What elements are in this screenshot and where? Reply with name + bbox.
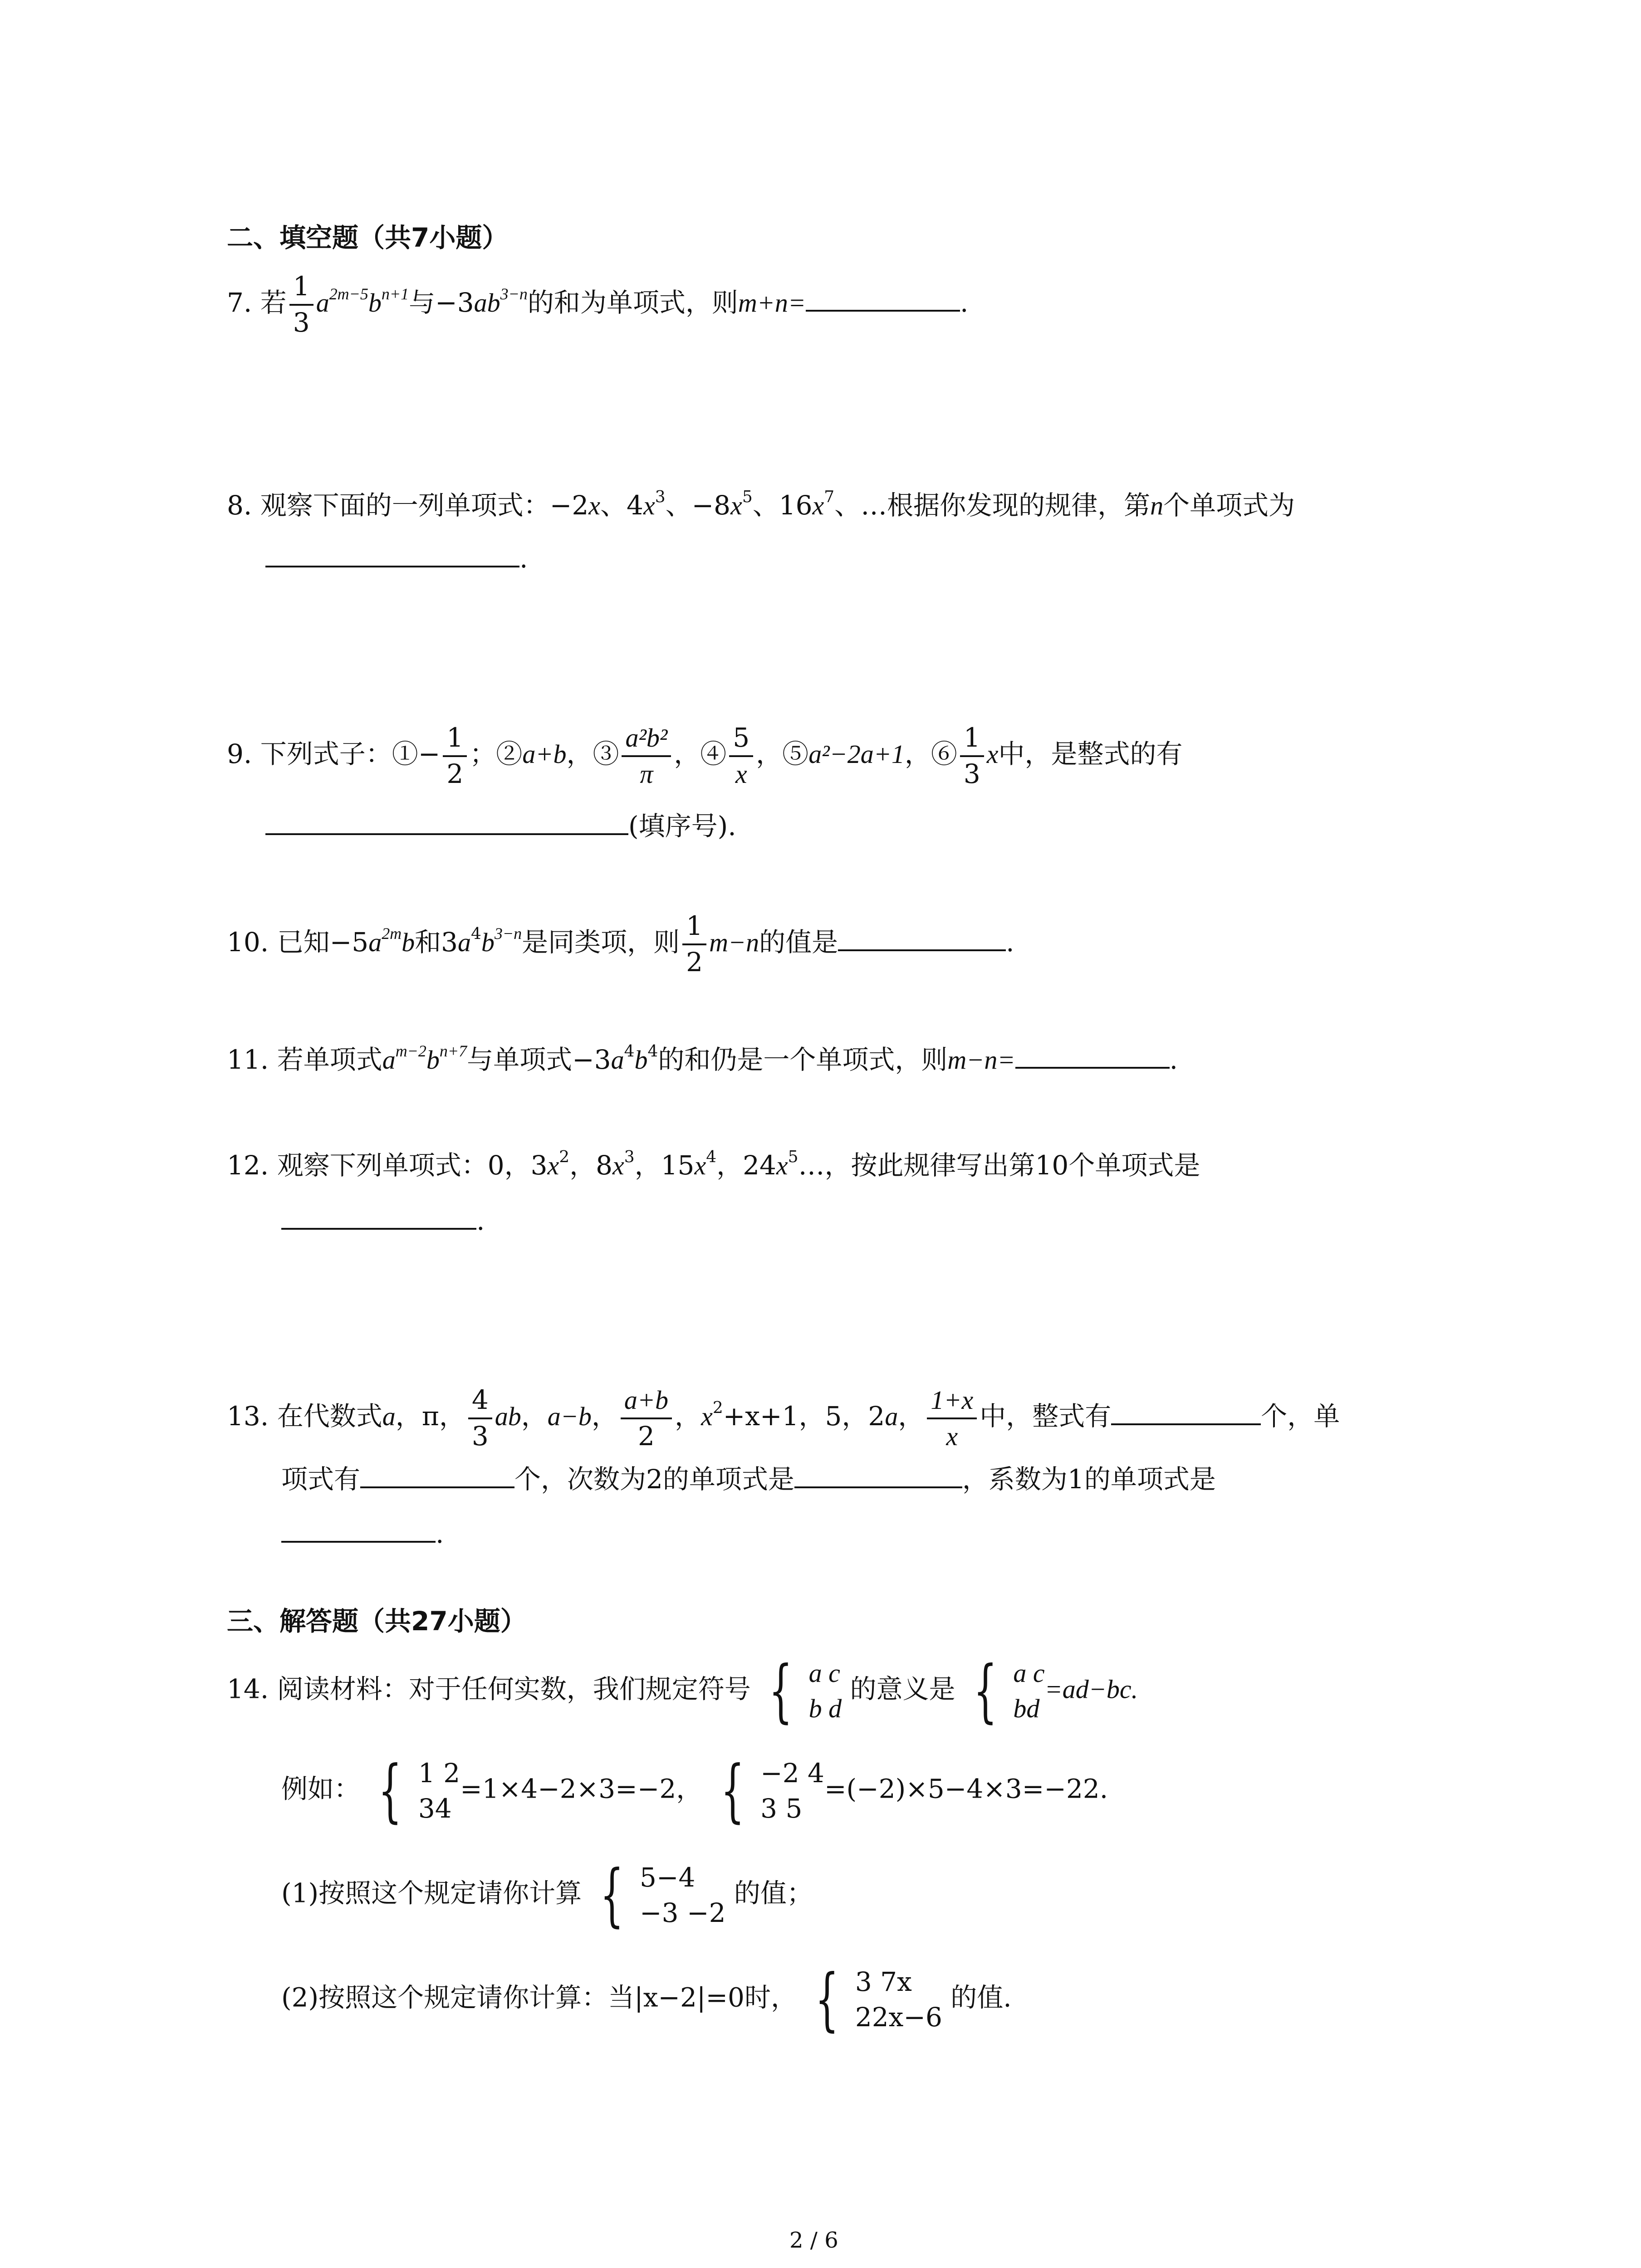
question-text: (2)按照这个规定请你计算：当|x−2|=0时， bbox=[281, 1982, 797, 2013]
question-text: 观察下面的一列单项式：−2 bbox=[260, 490, 589, 521]
math-exponent: 7 bbox=[824, 488, 835, 507]
question-text: ， bbox=[898, 1400, 925, 1432]
math-var: a bbox=[458, 927, 471, 957]
question-text: 观察下列单项式：0，3 bbox=[277, 1150, 548, 1181]
matrix-row: bd bbox=[1013, 1694, 1040, 1724]
punctuation: . bbox=[1169, 1044, 1178, 1075]
math-var: b bbox=[368, 288, 382, 318]
question-text: ， bbox=[675, 1400, 701, 1432]
left-brace-icon: { bbox=[815, 1960, 839, 2039]
question-text: 个，次数为2的单项式是 bbox=[514, 1464, 794, 1495]
math-var: x bbox=[643, 491, 655, 520]
question-9-answer-line bbox=[265, 810, 736, 839]
math-exponent: 2 bbox=[559, 1148, 570, 1167]
question-number: 10. bbox=[227, 926, 269, 958]
question-text: 与−3 bbox=[409, 287, 474, 318]
question-text: 在代数式 bbox=[277, 1400, 382, 1432]
punctuation: . bbox=[436, 1518, 444, 1549]
math-var: a bbox=[382, 1045, 396, 1075]
question-text: 个，单 bbox=[1261, 1400, 1340, 1432]
question-text: 中，整式有 bbox=[980, 1400, 1112, 1432]
question-text: ，24 bbox=[716, 1150, 776, 1181]
matrix-row: 22x−6 bbox=[855, 2002, 942, 2033]
fraction-denominator: 3 bbox=[963, 758, 980, 789]
math-expr: ab bbox=[495, 1401, 521, 1431]
math-exponent: m−2 bbox=[395, 1042, 426, 1061]
math-exponent: 3 bbox=[624, 1148, 635, 1167]
question-text: (填序号). bbox=[628, 811, 736, 841]
question-text: 个单项式为 bbox=[1163, 490, 1295, 521]
math-exponent: 2m bbox=[382, 924, 402, 943]
answer-blank[interactable] bbox=[838, 926, 1006, 951]
matrix-row: 34 bbox=[418, 1793, 452, 1824]
brace-matrix bbox=[759, 1652, 842, 1731]
math-var: n bbox=[1150, 491, 1164, 520]
math-exponent: 4 bbox=[624, 1042, 635, 1061]
math-expr: m+n= bbox=[738, 288, 806, 318]
question-text: 下列式子：①− bbox=[260, 738, 441, 769]
question-13-line-2 bbox=[281, 1463, 1216, 1495]
question-12-answer-line bbox=[281, 1204, 485, 1234]
question-number: 11. bbox=[227, 1044, 269, 1075]
left-brace-icon: { bbox=[720, 1751, 745, 1831]
fraction-numerator: 1 bbox=[289, 272, 314, 306]
fraction bbox=[443, 723, 467, 789]
math-expr: m−n bbox=[709, 927, 759, 957]
fraction-denominator: x bbox=[735, 759, 747, 789]
math-var: x bbox=[701, 1401, 713, 1431]
question-text: …，按此规律写出第10个单项式是 bbox=[798, 1150, 1200, 1181]
math-var: ab bbox=[474, 288, 500, 318]
fraction bbox=[621, 1386, 672, 1451]
fraction bbox=[289, 272, 314, 337]
math-var: a bbox=[368, 927, 382, 957]
answer-blank[interactable] bbox=[265, 542, 519, 567]
question-number: 7. bbox=[227, 287, 252, 318]
question-text: 中，是整式的有 bbox=[998, 738, 1183, 769]
question-7 bbox=[227, 272, 968, 337]
math-exponent: 2 bbox=[712, 1398, 723, 1417]
fraction-denominator: 2 bbox=[686, 946, 703, 978]
question-number: 9. bbox=[227, 738, 252, 769]
question-text: 的和仍是一个单项式，则 bbox=[658, 1044, 948, 1075]
matrix-row: a c bbox=[1013, 1658, 1045, 1688]
fraction bbox=[729, 723, 753, 789]
fraction-denominator: 2 bbox=[638, 1420, 655, 1452]
question-text: ， bbox=[521, 1400, 548, 1432]
question-text: ；② bbox=[470, 738, 523, 769]
math-exponent: n+7 bbox=[439, 1042, 467, 1061]
question-text: 与单项式−3 bbox=[467, 1044, 611, 1075]
math-expr: a−b bbox=[547, 1401, 592, 1431]
page-number: 2 / 6 bbox=[789, 2228, 838, 2253]
math-exponent: 4 bbox=[471, 924, 481, 943]
fraction-denominator: 3 bbox=[293, 307, 310, 338]
fraction-numerator: 5 bbox=[729, 723, 753, 757]
question-text: 若单项式 bbox=[277, 1044, 382, 1075]
question-text: ，8 bbox=[569, 1150, 613, 1181]
math-var: x bbox=[986, 739, 999, 769]
question-text: 已知−5 bbox=[277, 926, 369, 958]
answer-blank[interactable] bbox=[1111, 1400, 1261, 1425]
question-text: ，③ bbox=[566, 738, 619, 769]
question-12 bbox=[227, 1148, 1200, 1181]
answer-blank[interactable] bbox=[806, 286, 960, 312]
question-text: 是同类项，则 bbox=[522, 926, 680, 958]
question-text: ，系数为1的单项式是 bbox=[962, 1464, 1216, 1495]
fraction-denominator: π bbox=[640, 759, 653, 789]
fraction bbox=[622, 723, 671, 789]
question-11 bbox=[227, 1043, 1178, 1073]
math-expr: a²−2a+1 bbox=[808, 739, 905, 769]
question-text: 若 bbox=[260, 287, 287, 318]
math-var: a bbox=[382, 1401, 396, 1431]
matrix-row: −2 4 bbox=[760, 1758, 824, 1789]
question-text: 的意义是 bbox=[850, 1673, 955, 1705]
question-text: 的值. bbox=[950, 1982, 1012, 2013]
matrix-row: a c bbox=[808, 1658, 840, 1688]
fraction-numerator: 1+x bbox=[927, 1386, 977, 1419]
left-brace-icon: { bbox=[378, 1751, 402, 1831]
question-number: 14. bbox=[227, 1673, 269, 1705]
punctuation: . bbox=[1006, 926, 1014, 958]
fraction-numerator: 1 bbox=[443, 723, 467, 757]
question-text: 、16 bbox=[752, 490, 813, 521]
fraction bbox=[927, 1386, 977, 1451]
math-exponent: 4 bbox=[647, 1042, 658, 1061]
question-text: 的值； bbox=[734, 1877, 813, 1909]
question-10 bbox=[227, 912, 1014, 977]
math-var: a bbox=[316, 288, 329, 318]
punctuation: . bbox=[960, 287, 969, 318]
answer-blank[interactable] bbox=[281, 1204, 476, 1230]
question-text: ，④ bbox=[674, 738, 727, 769]
fraction-denominator: 2 bbox=[446, 758, 464, 789]
matrix-row: 3 7x bbox=[855, 1966, 912, 1997]
math-exponent: 4 bbox=[706, 1148, 717, 1167]
fraction bbox=[468, 1386, 492, 1451]
punctuation: . bbox=[519, 543, 528, 574]
math-exponent: 3 bbox=[655, 488, 666, 507]
math-var: x bbox=[776, 1151, 788, 1180]
math-var: x bbox=[730, 491, 742, 520]
question-9 bbox=[227, 723, 1183, 789]
brace-matrix bbox=[590, 1856, 726, 1935]
question-number: 8. bbox=[227, 490, 252, 521]
answer-blank[interactable] bbox=[281, 1517, 436, 1543]
math-var: a bbox=[885, 1401, 898, 1431]
left-brace-icon: { bbox=[769, 1652, 793, 1731]
question-14-example bbox=[281, 1751, 1108, 1831]
question-13-line-3 bbox=[281, 1517, 444, 1547]
math-var: x bbox=[588, 491, 601, 520]
math-var: b bbox=[481, 927, 495, 957]
question-text: 、−8 bbox=[665, 490, 731, 521]
math-var: x bbox=[612, 1151, 624, 1180]
math-var: b bbox=[402, 927, 415, 957]
question-text: 的和为单项式，则 bbox=[527, 287, 738, 318]
question-number: 12. bbox=[227, 1150, 269, 1181]
brace-matrix bbox=[711, 1751, 824, 1831]
question-text: 的值是 bbox=[759, 926, 838, 958]
question-text: (1)按照这个规定请你计算 bbox=[281, 1877, 582, 1909]
fraction bbox=[682, 912, 706, 977]
math-expr: a+b bbox=[522, 739, 567, 769]
math-var: x bbox=[812, 491, 824, 520]
question-text: ，π， bbox=[395, 1400, 465, 1432]
math-exponent: 5 bbox=[742, 488, 753, 507]
brace-matrix bbox=[368, 1751, 460, 1831]
question-text: ，⑤ bbox=[756, 738, 809, 769]
fraction-denominator: x bbox=[946, 1421, 958, 1451]
math-exponent: 5 bbox=[788, 1148, 798, 1167]
section-heading-fill-in: 二、填空题（共7小题） bbox=[227, 222, 509, 253]
math-expr: =(−2)×5−4×3=−22. bbox=[824, 1773, 1108, 1804]
question-text: 项式有 bbox=[281, 1464, 361, 1495]
question-text: 例如： bbox=[281, 1773, 361, 1804]
question-8-answer-line bbox=[265, 542, 528, 572]
matrix-row: 1 2 bbox=[418, 1758, 460, 1789]
question-14-part-2 bbox=[281, 1960, 1012, 2039]
math-exponent: n+1 bbox=[381, 284, 409, 303]
math-exponent: 2m−5 bbox=[329, 284, 368, 303]
question-text: 和3 bbox=[415, 926, 458, 958]
answer-blank[interactable] bbox=[1015, 1043, 1170, 1069]
fraction-numerator: a+b bbox=[621, 1386, 672, 1419]
question-text: ，15 bbox=[634, 1150, 695, 1181]
fraction-numerator: 4 bbox=[468, 1386, 492, 1419]
math-expr: +x+1，5，2 bbox=[723, 1400, 885, 1432]
math-var: b bbox=[634, 1045, 648, 1075]
matrix-row: 5−4 bbox=[640, 1862, 696, 1893]
matrix-row: 3 5 bbox=[760, 1793, 803, 1824]
math-expr: m−n= bbox=[947, 1045, 1015, 1075]
fraction-numerator: 1 bbox=[960, 723, 984, 757]
math-expr: =ad−bc. bbox=[1044, 1674, 1138, 1704]
punctuation: . bbox=[476, 1205, 485, 1236]
math-var: b bbox=[426, 1045, 440, 1075]
question-text: ， bbox=[591, 1400, 618, 1432]
question-14-part-1 bbox=[281, 1856, 813, 1935]
question-14 bbox=[227, 1652, 1138, 1731]
fraction-numerator: a²b² bbox=[622, 723, 671, 757]
question-text: 、…根据你发现的规律，第 bbox=[834, 490, 1151, 521]
fraction bbox=[960, 723, 984, 789]
math-exponent: 3−n bbox=[494, 924, 522, 943]
math-exponent: 3−n bbox=[500, 284, 528, 303]
answer-blank[interactable] bbox=[794, 1463, 962, 1488]
question-text: 、4 bbox=[600, 490, 643, 521]
matrix-row: −3 −2 bbox=[640, 1897, 726, 1929]
fraction-numerator: 1 bbox=[682, 912, 706, 945]
fraction-denominator: 3 bbox=[471, 1420, 489, 1452]
math-expr: =1×4−2×3=−2， bbox=[460, 1773, 703, 1804]
answer-blank[interactable] bbox=[360, 1463, 514, 1488]
question-number: 13. bbox=[227, 1400, 269, 1432]
math-var: a bbox=[611, 1045, 624, 1075]
brace-matrix bbox=[964, 1652, 1045, 1731]
left-brace-icon: { bbox=[600, 1856, 624, 1935]
answer-blank[interactable] bbox=[265, 810, 628, 835]
matrix-row: b d bbox=[808, 1694, 842, 1724]
left-brace-icon: { bbox=[973, 1652, 997, 1731]
section-heading-solutions: 三、解答题（共27小题） bbox=[227, 1606, 527, 1637]
math-var: x bbox=[547, 1151, 559, 1180]
question-13 bbox=[227, 1386, 1340, 1451]
math-var: x bbox=[694, 1151, 706, 1180]
question-text: 阅读材料：对于任何实数，我们规定符号 bbox=[277, 1673, 751, 1705]
brace-matrix bbox=[805, 1960, 942, 2039]
question-text: ，⑥ bbox=[904, 738, 957, 769]
question-8 bbox=[227, 488, 1295, 521]
